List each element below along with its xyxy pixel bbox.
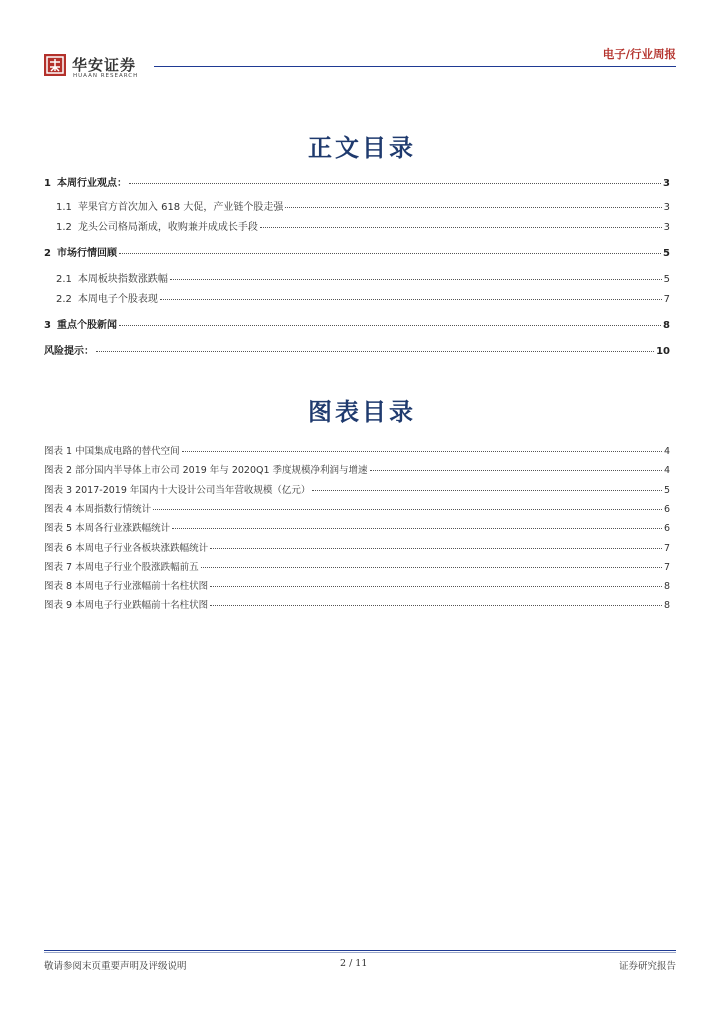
dot-leader (285, 207, 661, 208)
footer-divider (44, 950, 676, 951)
toc-entry-number: 3 (44, 320, 51, 331)
toc-entry[interactable] (44, 218, 670, 234)
figure-entry[interactable] (44, 540, 670, 556)
figure-entry[interactable] (44, 482, 670, 498)
figure-entry-label: 图表 7 本周电子行业个股涨跌幅前五 (44, 561, 199, 573)
dot-leader (260, 227, 662, 228)
figure-entry-label: 图表 2 部分国内半导体上市公司 2019 年与 2020Q1 季度规模净利润与增速 (44, 465, 368, 477)
dot-leader (210, 586, 662, 587)
toc-entry-page: 3 (663, 202, 670, 213)
figure-entry[interactable] (44, 462, 670, 478)
figure-entry-page: 8 (663, 600, 670, 612)
toc-entry-number: 1.1 (56, 202, 72, 213)
figure-entry-label: 图表 6 本周电子行业各板块涨跌幅统计 (44, 542, 209, 554)
brand-name-en: HUAAN RESEARCH (73, 73, 139, 79)
dot-leader (119, 253, 661, 254)
toc-entry-page: 10 (656, 346, 670, 357)
figure-entry-label: 图表 4 本周指数行情统计 (44, 503, 152, 515)
dot-leader (201, 567, 662, 568)
figure-entry-page: 6 (663, 523, 670, 535)
figure-entry-label: 图表 1 中国集成电路的替代空间 (44, 446, 180, 457)
figure-entry-page: 6 (663, 503, 670, 515)
toc-title: 正文目录 (308, 133, 416, 162)
dot-leader (370, 470, 662, 471)
dot-leader (129, 183, 661, 184)
figure-entry-page: 7 (663, 561, 670, 573)
figure-entry[interactable] (44, 501, 670, 517)
figure-entry[interactable] (44, 443, 670, 459)
toc-entry-number: 1 (44, 178, 51, 189)
toc-entry[interactable] (44, 174, 670, 190)
figure-entry-page: 5 (663, 484, 670, 496)
toc-entry-page: 8 (663, 320, 670, 331)
figures-title: 图表目录 (308, 397, 416, 426)
dot-leader (153, 509, 662, 510)
figure-entry-page: 7 (663, 542, 670, 554)
figure-entry-label: 图表 9 本周电子行业跌幅前十名柱状图 (44, 600, 209, 612)
toc-entry-page: 5 (663, 274, 670, 285)
toc-entry-number: 2.1 (56, 274, 72, 285)
page-header (44, 40, 676, 80)
dot-leader (312, 490, 662, 491)
figure-entry-page: 8 (663, 581, 670, 593)
toc-entry-label: 本周行业观点： (56, 178, 127, 189)
figure-entry-label: 图表 3 2017-2019 年国内十大设计公司当年营收规模（亿元） (44, 484, 311, 496)
toc-entry-label: 本周电子个股表现 (77, 294, 158, 305)
toc-entry[interactable] (44, 270, 670, 286)
toc-entry-label: 本周板块指数涨跌幅 (77, 274, 168, 285)
toc-entry[interactable] (44, 342, 670, 358)
toc-entry-page: 7 (663, 294, 670, 305)
figure-entry-label: 图表 8 本周电子行业涨幅前十名柱状图 (44, 581, 209, 593)
dot-leader (170, 279, 662, 280)
dot-leader (210, 548, 662, 549)
toc-entry-label: 龙头公司格局渐成，收购兼并成成长手段 (77, 222, 258, 233)
toc-entry-page: 5 (663, 248, 670, 259)
toc-entry-number: 1.2 (56, 222, 72, 233)
toc-entry[interactable] (44, 316, 670, 332)
brand-name: 华安证券 (72, 56, 137, 74)
dot-leader (96, 351, 654, 352)
figure-entry[interactable] (44, 520, 670, 536)
dot-leader (210, 605, 662, 606)
footer-disclaimer: 敬请参阅末页重要声明及评级说明 (44, 961, 187, 972)
toc-entry-label: 市场行情回顾 (56, 248, 117, 259)
report-category: 电子/行业周报 (602, 47, 676, 61)
figure-entry-page: 4 (663, 465, 670, 477)
toc-entry-label: 苹果官方首次加入 618 大促，产业链个股走强 (77, 202, 284, 213)
dot-leader (172, 528, 662, 529)
toc-entry-page: 3 (663, 178, 670, 189)
toc-entry-number: 2.2 (56, 294, 72, 305)
toc-entry-number: 2 (44, 248, 51, 259)
dot-leader (160, 299, 662, 300)
figure-entry[interactable] (44, 597, 670, 613)
footer-divider-secondary (44, 952, 676, 953)
page-number: 2 / 11 (340, 958, 368, 969)
figure-entry-label: 图表 5 本周各行业涨跌幅统计 (44, 523, 171, 535)
report-type: 证券研究报告 (618, 961, 676, 972)
dot-leader (182, 451, 662, 452)
dot-leader (119, 325, 661, 326)
toc-entry-label: 风险提示： (44, 346, 94, 357)
toc-entry[interactable] (44, 244, 670, 260)
huaan-logo-icon (44, 54, 66, 76)
toc-entry-page: 3 (663, 222, 670, 233)
figure-entry-page: 4 (663, 446, 670, 457)
toc-entry-label: 重点个股新闻 (56, 320, 117, 331)
figure-entry[interactable] (44, 559, 670, 575)
header-divider (154, 66, 676, 67)
figure-entry[interactable] (44, 578, 670, 594)
toc-entry[interactable] (44, 290, 670, 306)
toc-entry[interactable] (44, 198, 670, 214)
